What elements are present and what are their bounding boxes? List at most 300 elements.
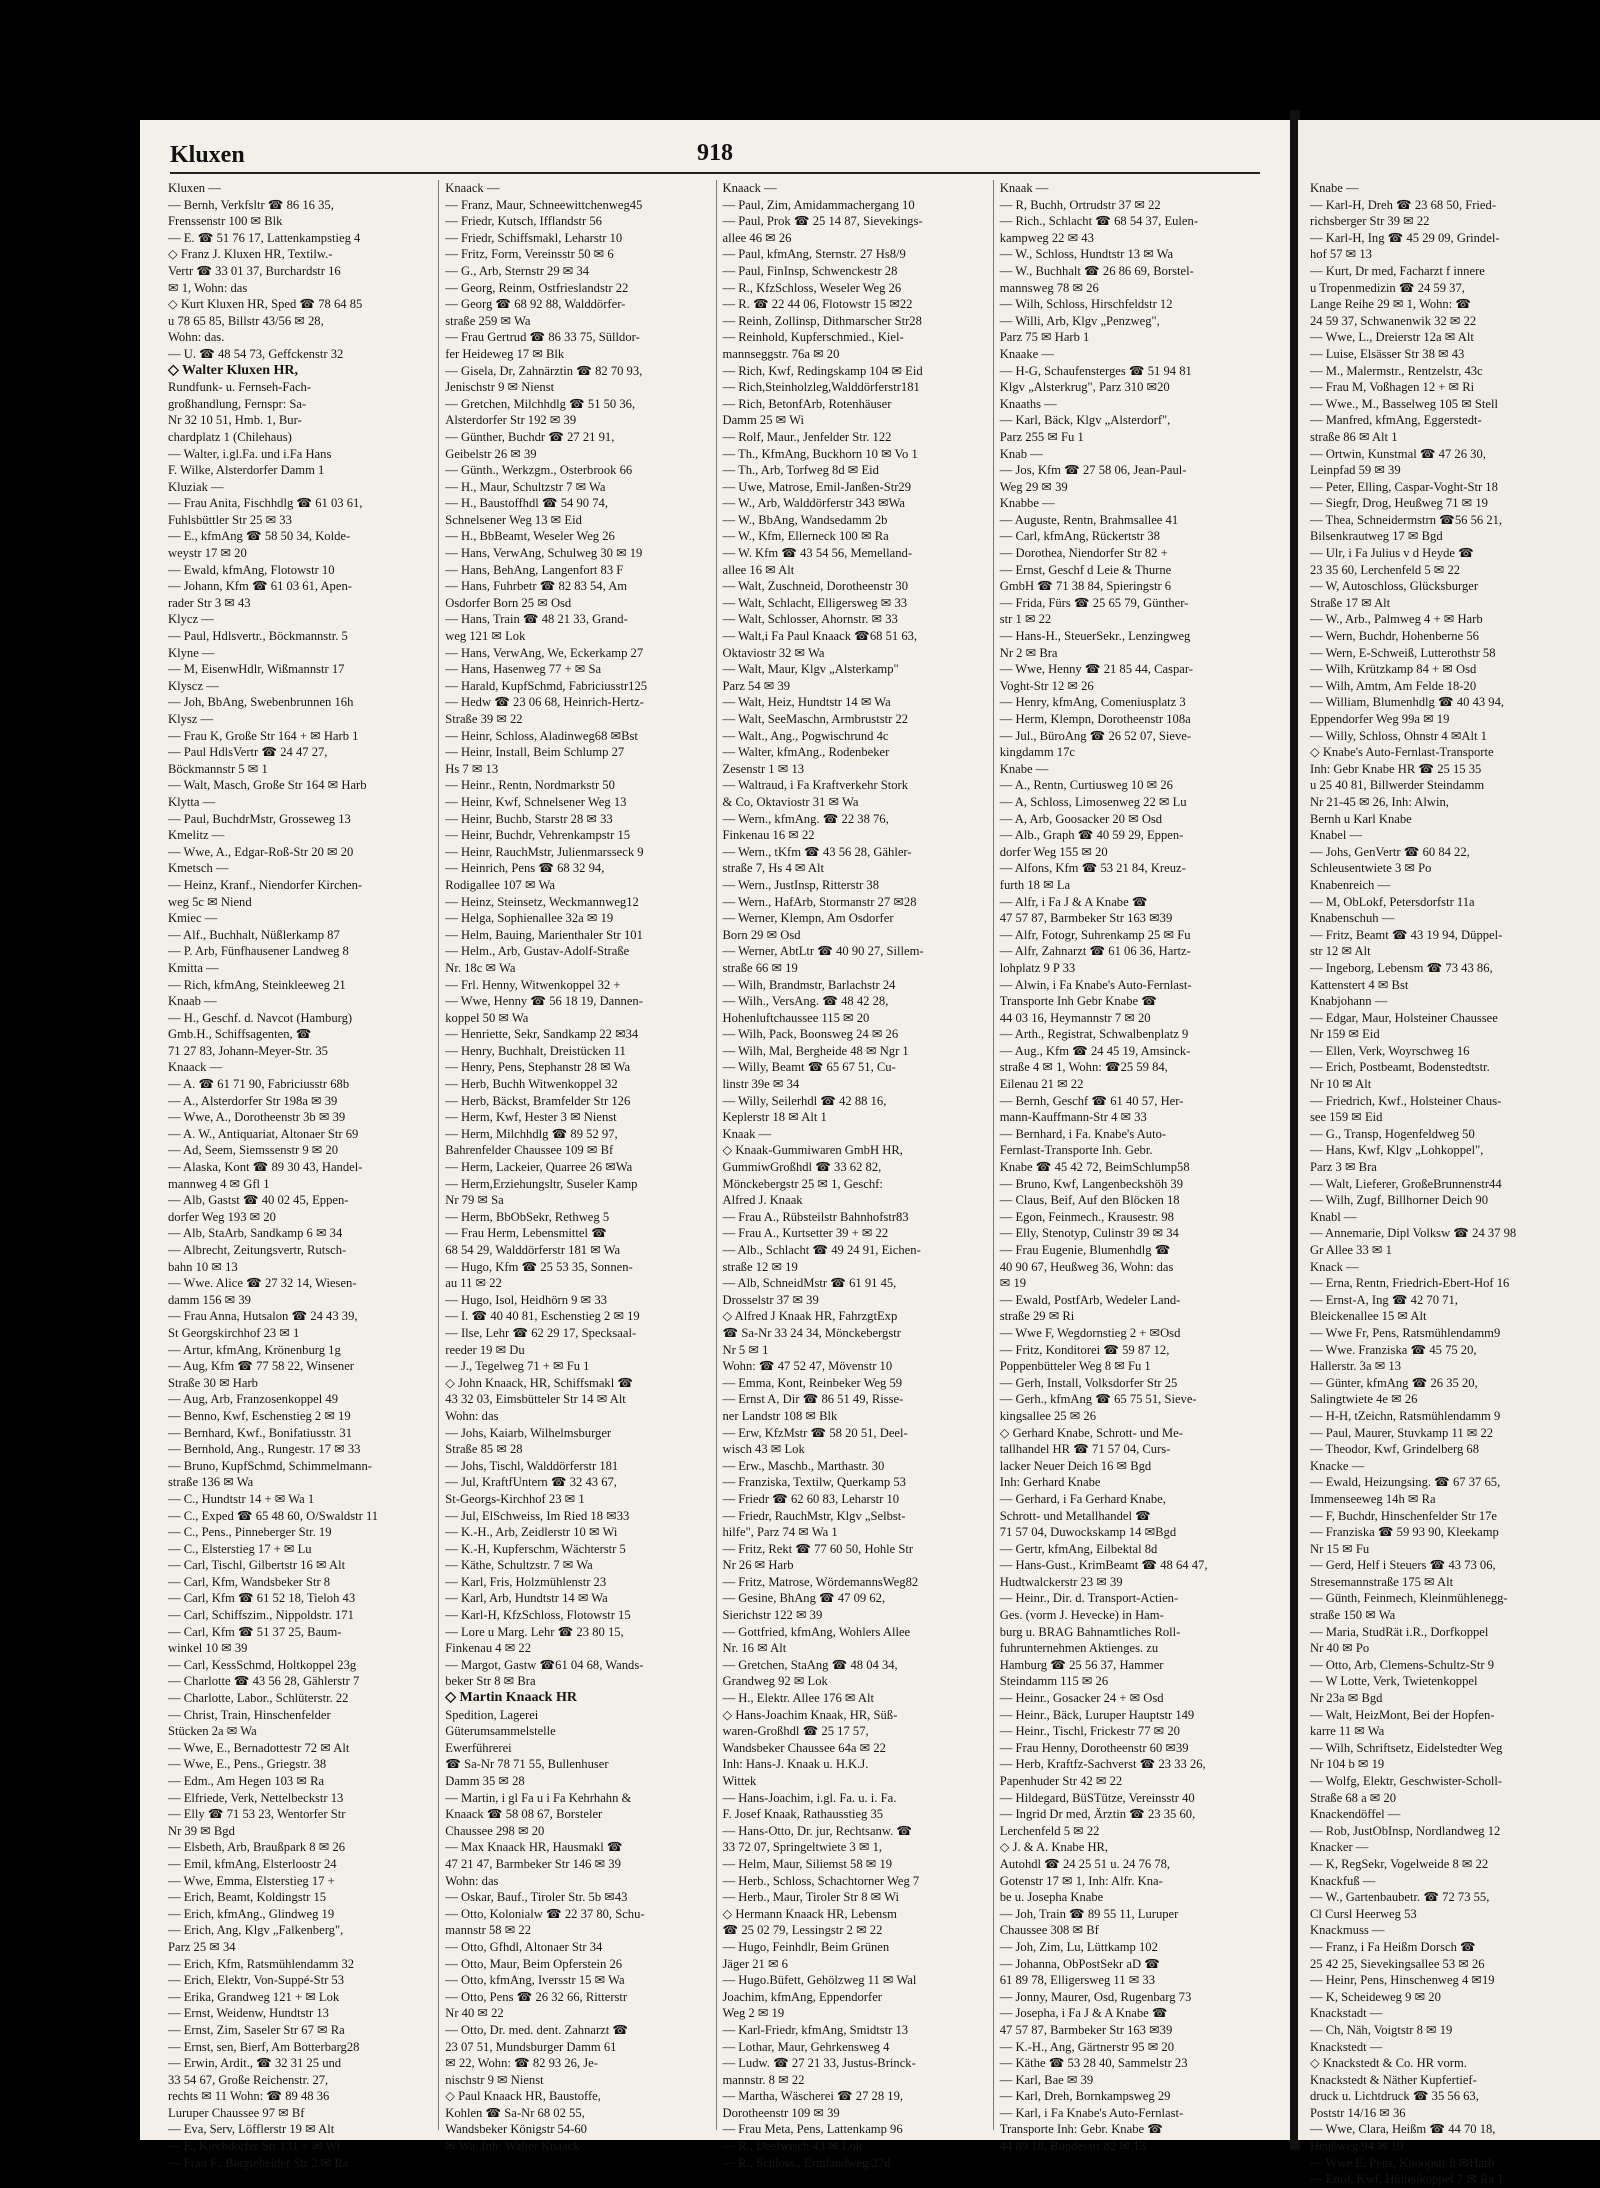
directory-entry-line: Knackendöffel —: [1310, 1807, 1401, 1822]
directory-entry-line: Kmetsch —: [168, 861, 229, 876]
directory-entry-line: druck u. Lichtdruck ☎ 35 56 63,: [1310, 2089, 1479, 2104]
directory-entry-line: — Rich, BetonfArb, Rotenhäuser: [722, 396, 892, 411]
directory-entry-line: — Erich, Postbeamt, Bodenstedtstr.: [1310, 1060, 1490, 1075]
directory-entry-line: Wohn: ☎ 47 52 47, Mövenstr 10: [722, 1359, 893, 1374]
directory-entry-line: — Ewald, Heizungsing. ☎ 67 37 65,: [1310, 1475, 1501, 1490]
page-number: 918: [697, 140, 733, 166]
directory-entry-line: — Hans, BehAng, Langenfort 83 F: [445, 562, 624, 577]
directory-entry-line: Nr 5 ✉ 1: [722, 1342, 769, 1357]
directory-entry-line: — Alb., Graph ☎ 40 59 29, Eppen-: [999, 828, 1184, 843]
directory-entry-line: Parz 255 ✉ Fu 1: [999, 429, 1084, 444]
directory-entry-line: Transporte Inh: Gebr. Knabe ☎: [999, 2122, 1163, 2137]
directory-entry-line: — W. Kfm ☎ 43 54 56, Memelland-: [722, 546, 913, 561]
directory-entry-line: — Wwe, A., Edgar-Roß-Str 20 ✉ 20: [168, 844, 354, 859]
directory-entry-line: — Hugo, Kfm ☎ 25 53 35, Sonnen-: [445, 1259, 633, 1274]
directory-entry-line: — Frau M, Voßhagen 12 + ✉ Ri: [1310, 380, 1475, 395]
directory-entry-line: Klyscz —: [168, 678, 219, 693]
directory-entry-line: kingsallee 25 ✉ 26: [999, 1408, 1096, 1423]
directory-entry-line: Gr Allee 33 ✉ 1: [1310, 1243, 1392, 1257]
directory-entry-line: weg 5c ✉ Niend: [168, 894, 252, 909]
directory-entry-line: Knaake —: [999, 346, 1054, 361]
directory-entry-line: Knack —: [1310, 1259, 1359, 1274]
directory-entry-line: Knaack —: [168, 1060, 223, 1075]
directory-entry-line: Autohdl ☎ 24 25 51 u. 24 76 78,: [999, 1856, 1171, 1871]
directory-entry-line: straße 136 ✉ Wa: [168, 1475, 254, 1490]
directory-entry-line: Poststr 14/16 ✉ 36: [1310, 2105, 1406, 2120]
directory-entry-line: — Wwe, Emma, Elsterstieg 17 +: [168, 1873, 335, 1888]
directory-entry-line: St Georgskirchhof 23 ✉ 1: [168, 1325, 300, 1340]
directory-entry-line: — Wwe Fr, Pens, Ratsmühlendamm9: [1310, 1325, 1501, 1340]
directory-column-2: [439, 180, 716, 2154]
directory-entry-line: — Friedr, Kutsch, Ifflandstr 56: [445, 214, 602, 229]
directory-entry-line: — Carl, kfmAng, Rückertstr 38: [999, 529, 1160, 544]
directory-entry-line: straße 4 ✉ 1, Wohn: ☎25 59 84,: [999, 1060, 1168, 1075]
directory-entry-line: Parz 75 ✉ Harb 1: [999, 330, 1090, 345]
directory-entry-line: Knaab —: [168, 994, 217, 1009]
directory-entry-line: Hallerstr. 3a ✉ 13: [1310, 1359, 1401, 1374]
directory-columns-right: [1304, 180, 1596, 2187]
directory-entry-line: — H., Maur, Schultzstr 7 ✉ Wa: [445, 479, 606, 494]
directory-entry-line: — Johs, Kaiarb, Wilhelmsburger: [445, 1425, 612, 1440]
directory-entry-line: ◇ Knabe's Auto-Fernlast-Transporte: [1310, 745, 1494, 760]
directory-entry-line: Bilsenkrautweg 17 ✉ Bgd: [1310, 529, 1443, 544]
directory-entry-line: — Wwe, L., Dreierstr 12a ✉ Alt: [1310, 330, 1474, 345]
directory-entry-line: Spedition, Lagerei: [445, 1707, 539, 1722]
directory-entry-line: — Artur, kfmAng, Krönenburg 1g: [168, 1342, 341, 1357]
directory-entry-line: Straße 68 a ✉ 20: [1310, 1790, 1397, 1805]
directory-entry-line: Kmiec —: [168, 911, 218, 926]
directory-entry-line: — Bernhold, Ang., Rungestr. 17 ✉ 33: [168, 1442, 361, 1457]
directory-entry-line: allee 46 ✉ 26: [722, 230, 792, 245]
directory-entry-line: — Walt, HeizMont, Bei der Hopfen-: [1310, 1707, 1495, 1722]
directory-entry-line: ☎ 25 02 79, Lessingstr 2 ✉ 22: [722, 1923, 883, 1938]
directory-entry-line: Nr 32 10 51, Hmb. 1, Bur-: [168, 413, 302, 428]
directory-entry-line: — Hedw ☎ 23 06 68, Heinrich-Hertz-: [445, 695, 644, 710]
directory-entry-line: Straße 39 ✉ 22: [445, 712, 523, 726]
directory-entry-line: F. Wilke, Alsterdorfer Damm 1: [168, 463, 325, 478]
directory-entry-line: — Günter, kfmAng ☎ 26 35 20,: [1310, 1375, 1478, 1390]
directory-entry-line: & Co, Oktaviostr 31 ✉ Wa: [722, 794, 859, 809]
directory-entry-line: — P. Arb, Fünfhausener Landweg 8: [168, 944, 349, 959]
directory-page-right: [1298, 120, 1600, 2187]
directory-entry-line: Knaak —: [722, 1126, 772, 1141]
directory-entry-line: Grandweg 92 ✉ Lok: [722, 1674, 828, 1689]
directory-entry-line: 40 90 67, Heußweg 36, Wohn: das: [999, 1259, 1174, 1274]
directory-entry-line: Klgv „Alsterkrug", Parz 310 ✉20: [999, 380, 1170, 395]
directory-entry-line: weg 121 ✉ Lok: [445, 629, 526, 644]
directory-entry-line: 61 89 78, Elligersweg 11 ✉ 33: [999, 1973, 1155, 1988]
directory-entry-line: — Oskar, Bauf., Tiroler Str. 5b ✉43: [445, 1890, 628, 1905]
directory-entry-line: burg u. BRAG Bahnamtliches Roll-: [999, 1624, 1181, 1639]
directory-entry-line: — Manfred, kfmAng, Eggerstedt-: [1310, 413, 1482, 428]
directory-entry-line: — Alb, StaArb, Sandkamp 6 ✉ 34: [168, 1226, 343, 1241]
directory-entry-line: Zesenstr 1 ✉ 13: [722, 761, 805, 776]
directory-entry-line: Born 29 ✉ Osd: [722, 927, 801, 942]
directory-entry-line: — H., Elektr. Allee 176 ✉ Alt: [722, 1691, 875, 1706]
directory-entry-line: Kluziak —: [168, 479, 224, 494]
directory-entry-line: koppel 50 ✉ Wa: [445, 1010, 529, 1025]
directory-entry-line: — Erwin, Ardit., ☎ 32 31 25 und: [168, 2056, 342, 2071]
directory-entry-line: — W., Kfm, Ellerneck 100 ✉ Ra: [722, 529, 889, 544]
directory-entry-line: Finkenau 16 ✉ 22: [722, 828, 815, 843]
directory-entry-line: — Frau K, Große Str 164 + ✉ Harb 1: [168, 728, 359, 743]
directory-entry-line: — Friedr, RauchMstr, Klgv „Selbst-: [722, 1508, 906, 1523]
directory-entry-line: — Walter, i.gl.Fa. und i.Fa Hans: [168, 446, 332, 461]
directory-entry-line: — Alwin, i Fa Knabe's Auto-Fernlast-: [999, 977, 1192, 992]
directory-entry-line: Wittek: [722, 1774, 757, 1788]
directory-entry-line: Alfred J. Knaak: [722, 1193, 803, 1208]
directory-entry-line: — Günther, Buchdr ☎ 27 21 91,: [445, 429, 615, 444]
directory-entry-line: — H-G, Schaufensterges ☎ 51 94 81: [999, 363, 1192, 378]
directory-entry-line: dorfer Weg 155 ✉ 20: [999, 844, 1108, 859]
directory-entry-line: — Erika, Grandweg 121 + ✉ Lok: [168, 1989, 340, 2004]
directory-entry-line: Güterumsammelstelle: [445, 1724, 556, 1739]
directory-entry-line: — Henriette, Sekr, Sandkamp 22 ✉34: [445, 1027, 639, 1042]
directory-entry-line: — Erich, kfmAng., Glindweg 19: [168, 1906, 335, 1921]
directory-entry-line: — Benno, Kwf, Eschenstieg 2 ✉ 19: [168, 1408, 351, 1423]
directory-entry-line: — W., BbAng, Wandsedamm 2b: [722, 512, 888, 527]
directory-entry-line: — Erich, Kfm, Ratsmühlendamm 32: [168, 1956, 355, 1971]
directory-entry-line: — Paul HdlsVertr ☎ 24 47 27,: [168, 745, 328, 760]
directory-entry-line: Geibelstr 26 ✉ 39: [445, 446, 537, 461]
directory-entry-line: — Aug., Kfm ☎ 24 45 19, Amsinck-: [999, 1043, 1191, 1058]
directory-entry-line: — Rich, Kwf, Redingskamp 104 ✉ Eid: [722, 363, 923, 378]
directory-entry-line: F. Josef Knaak, Rathausstieg 35: [722, 1807, 884, 1822]
directory-entry-line: str 12 ✉ Alt: [1310, 944, 1371, 959]
directory-entry-line: — Edgar, Maur, Holsteiner Chaussee: [1310, 1010, 1498, 1025]
directory-entry-line: Keplerstr 18 ✉ Alt 1: [722, 1110, 827, 1125]
directory-entry-line: — Josepha, i Fa J & A Knabe ☎: [999, 2006, 1168, 2021]
directory-entry-line: — Ingrid Dr med, Ärztin ☎ 23 35 60,: [999, 1807, 1196, 1822]
directory-entry-line: — Frau Henny, Dorotheenstr 60 ✉39: [999, 1740, 1189, 1755]
directory-entry-line: — Johs, Tischl, Walddörferstr 181: [445, 1458, 619, 1473]
directory-entry-line: — Alf., Buchhalt, Nüßlerkamp 87: [168, 927, 340, 942]
directory-entry-line: Kmitta —: [168, 960, 219, 975]
directory-entry-line: — Hugo, Isol, Heidhörn 9 ✉ 33: [445, 1292, 607, 1307]
directory-entry-line: — Hugo.Büfett, Gehölzweg 11 ✉ Wal: [722, 1973, 917, 1988]
directory-entry-line: — Heinr., Gosacker 24 + ✉ Osd: [999, 1691, 1164, 1706]
directory-entry-line: — Wern, E-Schweiß, Lutterothstr 58: [1310, 645, 1496, 660]
directory-entry-line: 23 07 51, Mundsburger Damm 61: [445, 2039, 617, 2054]
directory-entry-line: — Herb., Maur, Tiroler Str 8 ✉ Wi: [722, 1890, 900, 1905]
directory-entry-line: — Friedrich, Kwf., Holsteiner Chaus-: [1310, 1093, 1502, 1108]
directory-entry-line: — Herb, Bäckst, Bramfelder Str 126: [445, 1093, 631, 1108]
directory-entry-line: — Helm, Maur, Siliemst 58 ✉ 19: [722, 1856, 893, 1871]
directory-entry-line: — Karl-H, Ing ☎ 45 29 09, Grindel-: [1310, 230, 1500, 245]
directory-entry-line: — Walt,i Fa Paul Knaack ☎68 51 63,: [722, 629, 918, 644]
directory-entry-line: Luruper Chaussee 97 ✉ Bf: [168, 2105, 305, 2120]
directory-entry-line: u 25 40 81, Billwerder Steindamm: [1310, 778, 1485, 793]
directory-entry-line: — J., Tegelweg 71 + ✉ Fu 1: [445, 1359, 590, 1374]
directory-entry-line: — Wern., HafArb, Stormanstr 27 ✉28: [722, 894, 917, 909]
directory-entry-line: — H., BbBeamt, Weseler Weg 26: [445, 529, 615, 544]
directory-entry-line: — Heinrich, Pens ☎ 68 32 94,: [445, 861, 605, 876]
directory-entry-line: rader Str 3 ✉ 43: [168, 595, 251, 610]
directory-entry-line: — Wwe, E., Pens., Griegstr. 38: [168, 1757, 327, 1772]
directory-entry-line: — Karl, Fris, Holzmühlenstr 23: [445, 1574, 607, 1589]
directory-entry-line: Knaak —: [999, 181, 1049, 195]
directory-entry-line: — Alfons, Kfm ☎ 53 21 84, Kreuz-: [999, 861, 1186, 876]
directory-entry-line: dorfer Weg 193 ✉ 20: [168, 1209, 276, 1224]
directory-entry-line: — Wolfg, Elektr, Geschwister-Scholl-: [1310, 1774, 1503, 1788]
directory-entry-line: Poppenbütteler Weg 8 ✉ Fu 1: [999, 1359, 1151, 1374]
directory-entry-line: — Wwe. Alice ☎ 27 32 14, Wiesen-: [168, 1276, 357, 1291]
directory-entry-line: — Jos, Kfm ☎ 27 58 06, Jean-Paul-: [999, 463, 1187, 478]
directory-entry-line: — R. ☎ 22 44 06, Flotowstr 15 ✉22: [722, 297, 913, 312]
directory-entry-line: — Rich., Schlacht ☎ 68 54 37, Eulen-: [999, 214, 1199, 229]
directory-entry-line: — Herm, Klempn, Dorotheenstr 108a: [999, 712, 1191, 726]
directory-entry-line: — Heinr., Tischl, Frickestr 77 ✉ 20: [999, 1724, 1180, 1739]
directory-entry-line: — Wern., kfmAng. ☎ 22 38 76,: [722, 811, 889, 826]
directory-entry-line: — Max Knaack HR, Hausmakl ☎: [445, 1840, 623, 1855]
directory-entry-line: ☎ Sa-Nr 33 24 34, Mönckebergstr: [722, 1325, 901, 1340]
directory-entry-line: mannstr. 8 ✉ 22: [722, 2072, 805, 2087]
directory-entry-line: fer Heideweg 17 ✉ Blk: [445, 346, 565, 361]
directory-entry-line: — Hugo, Feinhdlr, Beim Grünen: [722, 1939, 890, 1954]
directory-entry-line: — Gisela, Dr, Zahnärztin ☎ 82 70 93,: [445, 363, 643, 378]
directory-entry-line: rechts ✉ 11 Wohn: ☎ 89 48 36: [168, 2089, 330, 2104]
directory-entry-line: see 159 ✉ Eid: [1310, 1110, 1383, 1125]
directory-entry-line: Chaussee 298 ✉ 20: [445, 1823, 545, 1838]
page-header: [170, 140, 1260, 176]
directory-entry-line: — Helga, Sophienallee 32a ✉ 19: [445, 911, 614, 926]
directory-entry-line: — Walt, Zuschneid, Dorotheenstr 30: [722, 579, 909, 594]
directory-entry-line: 24 59 37, Schwanenwik 32 ✉ 22: [1310, 313, 1477, 328]
directory-entry-line: — Helm., Arb, Gustav-Adolf-Straße: [445, 944, 630, 959]
directory-entry-line: 25 42 25, Sievekingsallee 53 ✉ 26: [1310, 1956, 1485, 1971]
directory-entry-line: — Herm, Milchhdlg ☎ 89 52 97,: [445, 1126, 618, 1141]
directory-entry-line: — Lore u Marg. Lehr ☎ 23 80 15,: [445, 1624, 624, 1639]
directory-entry-line: — Herm,Erziehungsltr, Suseler Kamp: [445, 1176, 638, 1191]
directory-entry-line: — Paul, Hdlsvertr., Böckmannstr. 5: [168, 629, 348, 644]
directory-entry-line: Straße 30 ✉ Harb: [168, 1375, 258, 1390]
directory-entry-line: — Heinr., Rentn, Nordmarkstr 50: [445, 778, 615, 793]
directory-entry-line: Kattenstert 4 ✉ Bst: [1310, 977, 1409, 992]
directory-entry-line: — Werner, AbtLtr ☎ 40 90 27, Sillem-: [722, 944, 924, 959]
directory-entry-line: — W., Schloss, Hundtstr 13 ✉ Wa: [999, 247, 1174, 262]
directory-entry-line: — Jul., BüroAng ☎ 26 52 07, Sieve-: [999, 728, 1192, 743]
directory-entry-line: — Dorothea, Niendorfer Str 82 +: [999, 546, 1168, 561]
directory-entry-line: straße 150 ✉ Wa: [1310, 1608, 1396, 1623]
directory-entry-line: Kmelitz —: [168, 828, 225, 843]
directory-entry-line: Gmb.H., Schiffsagenten, ☎: [168, 1027, 312, 1042]
directory-entry-line: Wandsbeker Chaussee 64a ✉ 22: [722, 1740, 886, 1755]
directory-entry-line: — C., Exped ☎ 65 48 60, O/Swaldstr 11: [168, 1508, 379, 1523]
directory-entry-line: ◇ Franz J. Kluxen HR, Textilw.-: [168, 247, 333, 262]
directory-entry-line: — Hans, Train ☎ 48 21 33, Grand-: [445, 612, 628, 627]
directory-entry-line: Immenseeweg 14h ✉ Ra: [1310, 1491, 1436, 1506]
directory-entry-line: — Alb, SchneidMstr ☎ 61 91 45,: [722, 1276, 897, 1291]
directory-entry-line: — F, Buchdr, Hinschenfelder Str 17e: [1310, 1508, 1498, 1523]
directory-entry-line: — Werner, Klempn, Am Osdorfer: [722, 911, 894, 926]
directory-entry-line: Ges. (vorm J. Hevecke) in Ham-: [999, 1608, 1164, 1623]
directory-entry-line: — Aug, Arb, Franzosenkoppel 49: [168, 1392, 338, 1407]
directory-entry-line: — Karl, Dreh, Bornkampsweg 29: [999, 2089, 1171, 2104]
directory-entry-line: — Wilh., VersAng. ☎ 48 42 28,: [722, 994, 889, 1009]
directory-entry-line: — Paul, BuchdrMstr, Grosseweg 13: [168, 811, 351, 826]
directory-entry-line: Nr 15 ✉ Fu: [1310, 1541, 1370, 1556]
directory-entry-line: karre 11 ✉ Wa: [1310, 1724, 1385, 1739]
directory-entry-line: Bahrenfelder Chaussee 109 ✉ Bf: [445, 1143, 614, 1158]
directory-entry-line: — C., Hundtstr 14 + ✉ Wa 1: [168, 1491, 315, 1506]
directory-entry-line: Knackfuß —: [1310, 1873, 1376, 1888]
directory-entry-line: Rodigallee 107 ✉ Wa: [445, 877, 555, 892]
directory-entry-line: — Erich, Ang, Klgv „Falkenberg",: [168, 1923, 344, 1938]
directory-entry-line: lacker Neuer Deich 16 ✉ Bgd: [999, 1458, 1152, 1473]
directory-entry-line: — Carl, Kfm, Wandsbeker Str 8: [168, 1574, 331, 1589]
directory-entry-line: — Thea, Schneidermstrn ☎56 56 21,: [1310, 512, 1503, 527]
directory-entry-line: Vertr ☎ 33 01 37, Burchardstr 16: [168, 263, 341, 278]
directory-entry-line: ◇ Paul Knaack HR, Baustoffe,: [445, 2089, 601, 2104]
directory-entry-line: — Frau Herm, Lebensmittel ☎: [445, 1226, 607, 1241]
directory-entry-line: — W., Buchhalt ☎ 26 86 69, Borstel-: [999, 263, 1194, 278]
directory-entry-line: straße 29 ✉ Ri: [999, 1309, 1075, 1324]
directory-entry-line: — C., Elsterstieg 17 + ✉ Lu: [168, 1541, 312, 1556]
directory-entry-line: — Christ, Train, Hinschenfelder: [168, 1707, 331, 1722]
directory-entry-line: — Wwe, A., Dorotheenstr 3b ✉ 39: [168, 1110, 346, 1125]
directory-entry-line: Nr 10 ✉ Alt: [1310, 1077, 1372, 1092]
directory-entry-line: — Frida, Fürs ☎ 25 65 79, Günther-: [999, 595, 1189, 610]
directory-entry-line: GmbH ☎ 71 38 84, Spieringstr 6: [999, 579, 1172, 594]
directory-entry-line: wisch 43 ✉ Lok: [722, 1442, 805, 1457]
directory-entry-line: — Edm., Am Hegen 103 ✉ Ra: [168, 1774, 325, 1788]
directory-entry-line: Wohn: das: [445, 1408, 499, 1423]
directory-entry-line: — A. ☎ 61 71 90, Fabriciusstr 68b: [168, 1077, 350, 1092]
directory-entry-line: — Wwe E, Pens, Knoopstr 8 ✉Harb: [1310, 2155, 1495, 2170]
directory-entry-line: — Th., KfmAng, Buckhorn 10 ✉ Vo 1: [722, 446, 918, 461]
directory-entry-line: — Theodor, Kwf, Grindelberg 68: [1310, 1442, 1480, 1457]
directory-entry-line: Wandsbeker Königstr 54-60: [445, 2122, 587, 2137]
directory-entry-line: Mönckebergstr 25 ✉ 1, Geschf:: [722, 1176, 883, 1191]
directory-entry-line: 71 57 04, Duwockskamp 14 ✉Bgd: [999, 1525, 1177, 1540]
directory-entry-line: Knabenschuh —: [1310, 911, 1395, 926]
directory-entry-line: — Karl, i Fa Knabe's Auto-Fernlast-: [999, 2105, 1184, 2120]
directory-entry-line: 44 89 18, Bundesstr 82 ✉ 13: [999, 2139, 1146, 2154]
directory-entry-line: Straße 17 ✉ Alt: [1310, 595, 1391, 610]
directory-entry-line: — Carl, Tischl, Gilbertstr 16 ✉ Alt: [168, 1558, 346, 1573]
directory-entry-line: 33 54 67, Große Reichenstr. 27,: [168, 2072, 329, 2087]
directory-entry-line: — Heinz, Steinsetz, Weckmannweg12: [445, 894, 639, 909]
directory-entry-line: — Heinr, Install, Beim Schlump 27: [445, 745, 625, 760]
directory-entry-line: Eilenau 21 ✉ 22: [999, 1077, 1084, 1092]
directory-entry-line: — M., Malermstr., Rentzelstr, 43c: [1310, 363, 1483, 378]
directory-entry-line: — W., Arb., Palmweg 4 + ✉ Harb: [1310, 612, 1483, 627]
directory-entry-line: ◇ Gerhard Knabe, Schrott- und Me-: [999, 1425, 1183, 1440]
directory-entry-line: — Erich, Elektr, Von-Suppé-Str 53: [168, 1973, 345, 1988]
directory-entry-line: — Frau A., Kurtsetter 39 + ✉ 22: [722, 1226, 889, 1241]
directory-entry-line: — Gesine, BhAng ☎ 47 09 62,: [722, 1591, 886, 1606]
directory-entry-line: — Martha, Wäscherei ☎ 27 28 19,: [722, 2089, 904, 2104]
directory-entry-line: — Paul, Prok ☎ 25 14 87, Sievekings-: [722, 214, 923, 229]
directory-entry-line: — Erw., Maschb., Marthastr. 30: [722, 1458, 885, 1473]
directory-entry-line: nischstr 9 ✉ Nienst: [445, 2072, 544, 2087]
directory-entry-line: — Bruno, KupfSchmd, Schimmelmann-: [168, 1458, 372, 1473]
directory-entry-line: — Wwe. Franziska ☎ 45 75 20,: [1310, 1342, 1477, 1357]
directory-entry-line: Knackstedt —: [1310, 2039, 1383, 2054]
directory-entry-line: Stücken 2a ✉ Wa: [168, 1724, 257, 1739]
directory-entry-line: — Walt, Schlacht, Elligersweg ✉ 33: [722, 595, 908, 610]
directory-entry-line: — Frau F., Bargteheider Str 2 ✉ Ra: [168, 2155, 349, 2170]
directory-entry-line: Kluxen —: [168, 181, 221, 195]
directory-entry-line: Knabenreich —: [1310, 877, 1391, 892]
directory-entry-line: — Otto, Maur, Beim Opferstein 26: [445, 1956, 623, 1971]
directory-entry-line: — Ellen, Verk, Woyrschweg 16: [1310, 1043, 1470, 1058]
directory-entry-line: — Ernst-A, Ing ☎ 42 70 71,: [1310, 1292, 1458, 1307]
directory-entry-line: — Fritz, Form, Vereinsstr 50 ✉ 6: [445, 247, 614, 262]
directory-entry-line: ✉ 19: [999, 1276, 1027, 1291]
directory-entry-line: — K, RegSekr, Vogelweide 8 ✉ 22: [1310, 1856, 1489, 1871]
directory-entry-line: — Jonny, Maurer, Osd, Rugenbarg 73: [999, 1989, 1192, 2004]
directory-entry-line: — Erw, KfzMstr ☎ 58 20 51, Deel-: [722, 1425, 908, 1440]
directory-entry-line: — K.-H., Ang, Gärtnerstr 95 ✉ 20: [999, 2039, 1174, 2054]
directory-entry-line: Knackstedt & Näther Kupfertief-: [1310, 2072, 1477, 2087]
directory-entry-line: — Ewald, kfmAng, Flotowstr 10: [168, 562, 335, 577]
directory-entry-line: — Carl, Kfm ☎ 51 37 25, Baum-: [168, 1624, 342, 1639]
directory-entry-line: — Paul, Zim, Amidammachergang 10: [722, 197, 915, 212]
directory-entry-line: Knaack —: [722, 181, 777, 195]
directory-entry-line: Leinpfad 59 ✉ 39: [1310, 463, 1401, 478]
directory-entry-line: ◇ Knaak-Gummiwaren GmbH HR,: [722, 1143, 903, 1158]
directory-entry-line: Voght-Str 12 ✉ 26: [999, 678, 1094, 693]
directory-entry-line: — Alb, Gastst ☎ 40 02 45, Eppen-: [168, 1193, 349, 1208]
directory-entry-line: — Karl, Bäck, Klgv „Alsterdorf",: [999, 413, 1171, 428]
directory-entry-line: mannsweg 78 ✉ 26: [999, 280, 1099, 295]
directory-entry-line: — Elsbeth, Arb, Braußpark 8 ✉ 26: [168, 1840, 346, 1855]
directory-entry-line: Cl Cursl Heerweg 53: [1310, 1906, 1417, 1921]
directory-entry-line: Papenhuder Str 42 ✉ 22: [999, 1774, 1123, 1788]
directory-entry-line: Fernlast-Transporte Inh. Gebr.: [999, 1143, 1153, 1158]
directory-entry-line: Nr 39 ✉ Bgd: [168, 1823, 235, 1838]
directory-entry-line: — Auguste, Rentn, Brahmsallee 41: [999, 512, 1179, 527]
directory-entry-line: Eppendorfer Weg 99a ✉ 19: [1310, 712, 1450, 726]
directory-entry-line: Nr. 18c ✉ Wa: [445, 960, 516, 975]
directory-entry-line: — Gerhard, i Fa Gerhard Knabe,: [999, 1491, 1166, 1506]
directory-entry-line: ✉ 1, Wohn: das: [168, 280, 248, 295]
directory-entry-line: lohplatz 9 P 33: [999, 960, 1076, 975]
directory-entry-line: — Rich, kfmAng, Steinkleeweg 21: [168, 977, 346, 992]
directory-entry-line: ◇ Kurt Kluxen HR, Sped ☎ 78 64 85: [168, 297, 363, 312]
directory-entry-line: 47 21 47, Barmbeker Str 146 ✉ 39: [445, 1856, 621, 1871]
directory-entry-line: — Hans-Otto, Dr. jur, Rechtsanw. ☎: [722, 1823, 913, 1838]
directory-entry-line: Knabe —: [999, 761, 1049, 776]
directory-entry-line: — Johs, GenVertr ☎ 60 84 22,: [1310, 844, 1470, 859]
directory-entry-line: — Wilh, Pack, Boonsweg 24 ✉ 26: [722, 1027, 899, 1042]
directory-entry-line: — I. ☎ 40 40 81, Eschenstieg 2 ✉ 19: [445, 1309, 640, 1324]
directory-entry-line: — Herb, Kraftfz-Sachverst ☎ 23 33 26,: [999, 1757, 1206, 1772]
directory-column-5: [1304, 180, 1596, 2187]
directory-entry-line: — Luise, Elsässer Str 38 ✉ 43: [1310, 346, 1465, 361]
directory-entry-line: — Emil, Kwf, Hüllenkoppel 7 ✉ Ra 1: [1310, 2172, 1504, 2187]
directory-entry-line: — Emil, kfmAng, Elsterloostr 24: [168, 1856, 337, 1871]
directory-entry-line: — Friedr, Schiffsmakl, Leharstr 10: [445, 230, 623, 245]
running-head: Kluxen: [170, 142, 245, 168]
directory-entry-line: — Wern, Buchdr, Hohenberne 56: [1310, 629, 1479, 644]
directory-entry-line: — Margot, Gastw ☎61 04 68, Wands-: [445, 1657, 644, 1672]
directory-entry-line: — Paul, FinInsp, Schwenckestr 28: [722, 263, 898, 278]
directory-entry-line: — Alaska, Kont ☎ 89 30 43, Handel-: [168, 1160, 363, 1175]
directory-entry-line: Weg 2 ✉ 19: [722, 2006, 785, 2021]
directory-entry-line: — Arth., Registrat, Schwalbenplatz 9: [999, 1027, 1189, 1042]
directory-entry-line: Bleickenallee 15 ✉ Alt: [1310, 1309, 1427, 1324]
directory-entry-line: Lerchenfeld 5 ✉ 22: [999, 1823, 1100, 1838]
directory-entry-line: Nr 79 ✉ Sa: [445, 1193, 504, 1208]
directory-page-left: [140, 120, 1290, 2170]
directory-entry-line: — Franz, i Fa Heißm Dorsch ☎: [1310, 1939, 1476, 1954]
directory-entry-line: — Herm, BbObSekr, Rethweg 5: [445, 1209, 610, 1224]
directory-entry-line: — Käthe ☎ 53 28 40, Sammelstr 23: [999, 2056, 1188, 2071]
directory-entry-line: — Otto, Arb, Clemens-Schultz-Str 9: [1310, 1657, 1494, 1672]
directory-entry-line: — Frau Eugenie, Blumenhdlg ☎: [999, 1243, 1171, 1257]
